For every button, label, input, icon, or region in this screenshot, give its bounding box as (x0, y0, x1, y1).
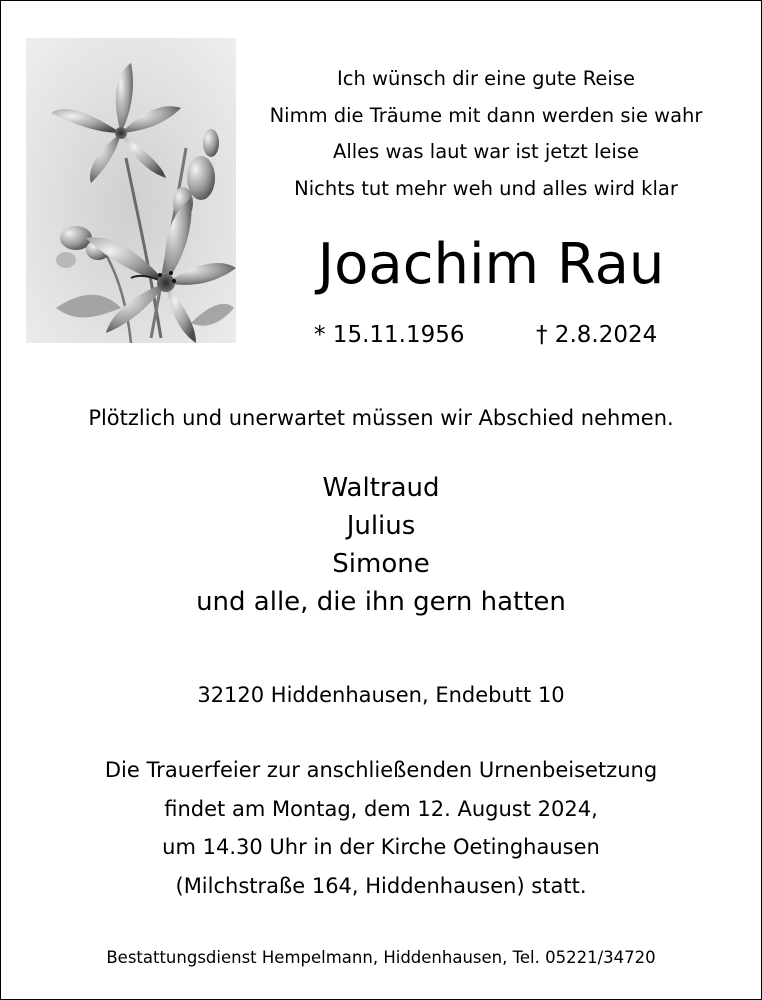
poem-line: Alles was laut war ist jetzt leise (332, 140, 640, 163)
service-line: Die Trauerfeier zur anschließenden Urnenbeisetzung (104, 758, 658, 782)
address: 32120 Hiddenhausen, Endebutt 10 (197, 683, 565, 707)
poem-line: Ich wünsch dir eine gute Reise (337, 67, 635, 90)
family-member: Julius (346, 511, 416, 541)
poem (246, 61, 726, 207)
family-member: Simone (332, 549, 430, 579)
announcement-text: Plötzlich und unerwartet müssen wir Abschied nehmen. (88, 406, 674, 430)
funeral-home-footer: Bestattungsdienst Hempelmann, Hiddenhausen, Tel. 05221/34720 (106, 948, 656, 967)
deceased-name: Joachim Rau (317, 232, 665, 297)
service-line: (Milchstraße 164, Hiddenhausen) statt. (175, 873, 587, 898)
family-member: Waltraud (322, 473, 440, 503)
death-date: † 2.8.2024 (536, 322, 658, 348)
family-list (1, 469, 761, 621)
service-line: findet am Montag, dem 12. August 2024, (164, 796, 598, 821)
poem-line: Nichts tut mehr weh und alles wird klar (294, 176, 678, 200)
family-closing: und alle, die ihn gern hatten (196, 587, 566, 617)
service-details (1, 751, 761, 905)
poem-line: Nimm die Träume mit dann werden sie wahr (269, 103, 703, 127)
birth-date: * 15.11.1956 (314, 322, 465, 348)
service-line: um 14.30 Uhr in der Kirche Oetinghausen (162, 835, 600, 859)
flower-illustration (26, 38, 236, 343)
